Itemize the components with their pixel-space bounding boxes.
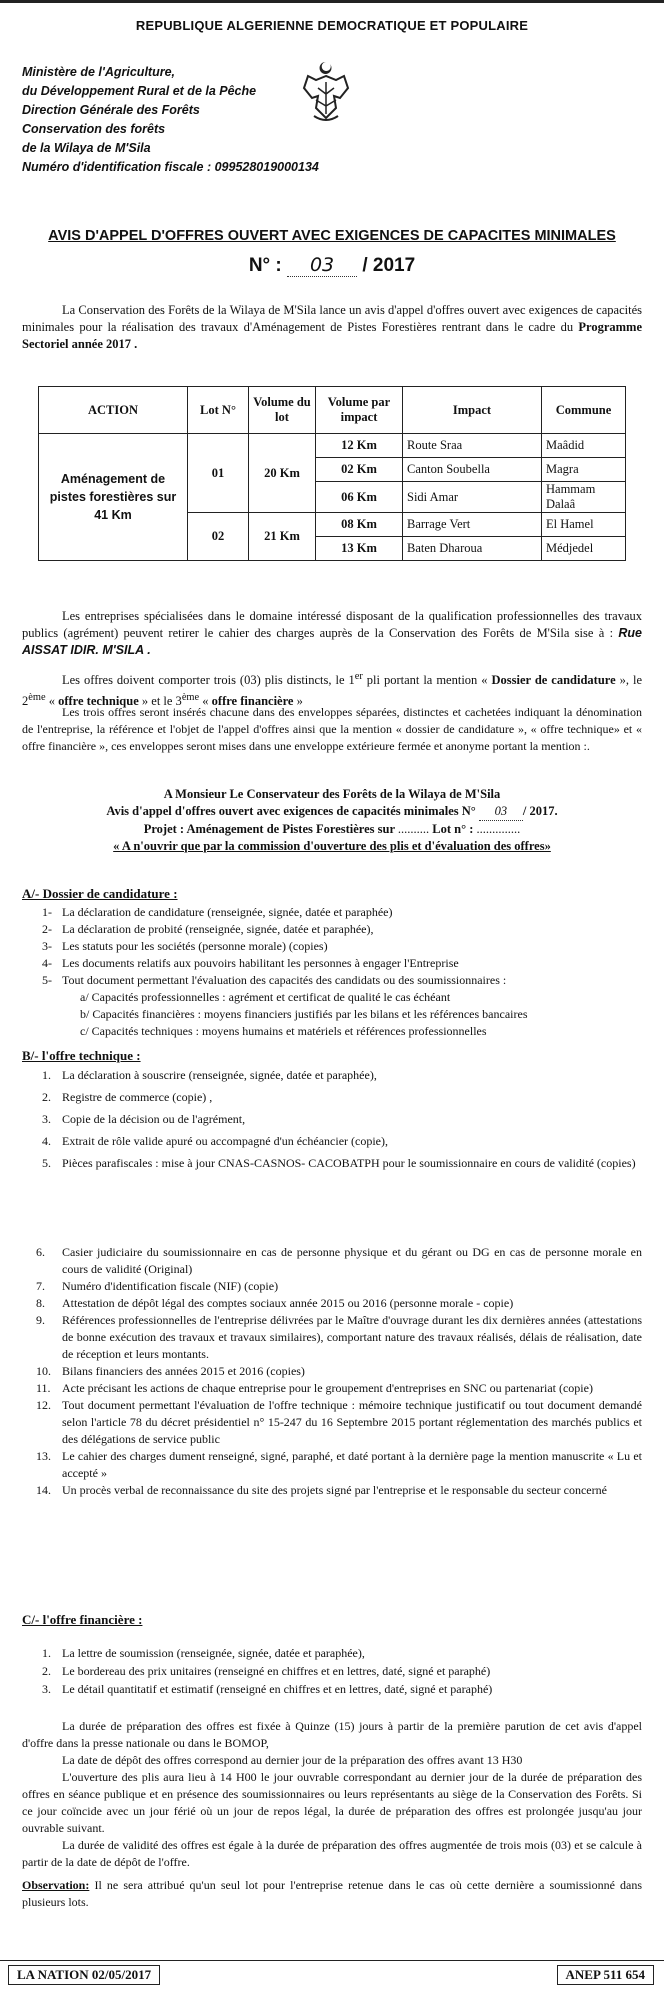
plis-bold: offre technique	[58, 694, 139, 709]
list-number: 5.	[42, 1156, 51, 1170]
anep-reference: ANEP 511 654	[557, 1965, 654, 1985]
list-text: Le détail quantitatif et estimatif (renseigné en chiffres et en lettres, daté, signé et paraphé)	[62, 1682, 493, 1696]
address-block	[0, 786, 664, 855]
intro-text: La Conservation des Forêts de la Wilaya de M'Sila lance un avis d'appel d'offres ouvert avec exigences de capacités minimales pour la réalisation des travaux d'Aménagement de Pistes Forestières rentrant dans le cadre du	[22, 303, 642, 334]
plis-text: », le 2	[22, 673, 642, 709]
list-number: 10.	[36, 1364, 51, 1378]
list-item	[42, 1662, 642, 1680]
list-text: Registre de commerce (copie) ,	[62, 1090, 213, 1104]
list-number: 1.	[42, 1068, 51, 1082]
list-item	[36, 1295, 642, 1312]
list-item	[42, 1110, 642, 1128]
address-dots: ..........	[397, 822, 430, 836]
list-text: Le cahier des charges dument renseigné, signé, paraphé, et daté portant à la dernière page la mention manuscrite « Lu et accepté »	[62, 1449, 642, 1480]
lots-table	[38, 386, 626, 561]
ministry-line: Ministère de l'Agriculture,	[22, 65, 176, 79]
envelopes-paragraph: Les trois offres seront insérés chacune dans des enveloppes séparées, distinctes et cachetées indiquant la dénomination de l'entreprise, la référence et l'objet de l'appel d'offres ainsi que la mention « dossier de candidature », « offre technique» et « offre financière », ces enveloppes seront mises dans une enveloppe extérieure fermée et anonyme portant la mention :.	[22, 705, 642, 753]
list-item	[36, 1244, 642, 1278]
plis-sup: er	[354, 671, 363, 682]
number-value: 03	[287, 254, 357, 277]
list-number: 1.	[42, 1646, 51, 1660]
col-commune: Commune	[542, 387, 626, 434]
list-number: 12.	[36, 1398, 51, 1412]
closing-paragraph: La durée de validité des offres est égale à la durée de préparation des offres augmentée de trois mois (03) et se calcule à partir de la date de dépôt de l'offre.	[22, 1838, 642, 1869]
notice-title: AVIS D'APPEL D'OFFRES OUVERT AVEC EXIGENCES DE CAPACITES MINIMALES	[48, 228, 616, 244]
list-text: Tout document permettant l'évaluation des capacités des candidats ou des soumissionnaires :	[62, 973, 507, 987]
plis-text: » et le 3	[138, 694, 182, 709]
list-number: 3.	[42, 1682, 51, 1696]
list-number: 3.	[42, 1112, 51, 1126]
list-text: Les documents relatifs aux pouvoirs habilitant les personnes à engager l'Entreprise	[62, 956, 459, 970]
commune-cell: Hammam Dalaâ	[542, 482, 626, 513]
list-text: La lettre de soumission (renseignée, signée, datée et paraphée),	[62, 1646, 365, 1660]
address-text: Projet : Aménagement de Pistes Forestières sur	[143, 822, 395, 836]
list-item	[36, 1448, 642, 1482]
action-cell: Aménagement de pistes forestières sur 41 Km	[39, 434, 188, 561]
list-number: 4-	[42, 956, 52, 970]
list-text: Les statuts pour les sociétés (personne morale) (copies)	[62, 939, 328, 953]
list-item	[42, 1644, 642, 1662]
list-item	[42, 1066, 642, 1084]
list-text: Le bordereau des prix unitaires (renseigné en chiffres et en lettres, daté, signé et paraphé)	[62, 1664, 491, 1678]
list-subitem: c/ Capacités techniques : moyens humains et matériels et références professionnelles	[80, 1024, 487, 1038]
intro-program: Programme Sectoriel année 2017 .	[22, 320, 642, 351]
list-text: Extrait de rôle valide apuré ou accompagné d'un échéancier (copie),	[62, 1134, 388, 1148]
list-number: 9.	[36, 1313, 45, 1327]
list-text: Acte précisant les actions de chaque entreprise pour le groupement d'entreprises en SNC ou partenariat (copie)	[62, 1381, 593, 1395]
section-c-title: C/- l'offre financière :	[22, 1612, 143, 1627]
list-item	[42, 1154, 642, 1172]
list-text: Un procès verbal de reconnaissance du site des projets signé par l'entreprise et le responsable du secteur concerné	[62, 1483, 607, 1497]
ministry-block	[22, 63, 319, 177]
publication-date: LA NATION 02/05/2017	[8, 1965, 160, 1985]
impact-volume-cell: 02 Km	[316, 458, 403, 482]
address-text: / 2017.	[522, 804, 558, 818]
ministry-line: Direction Générale des Forêts	[22, 103, 200, 117]
table-header-row	[39, 387, 626, 434]
list-item	[36, 1482, 642, 1499]
list-text: Tout document permettant l'évaluation de l'offre technique : mémoire technique justificatif ou tout document demandé selon l'article 78 du décret présidentiel n° 15-247 du 16 Septembre 2015 portant réglementation des marchés publics et des délégations de service public	[62, 1398, 642, 1446]
fiscal-number: Numéro d'identification fiscale : 099528019000134	[22, 160, 319, 174]
list-text: La déclaration de candidature (renseignée, signée, datée et paraphée)	[62, 905, 393, 919]
list-text: Casier judiciaire du soumissionnaire en cas de personne physique et du gérant ou DG en cas de personne morale en cours de validité (Original)	[62, 1245, 642, 1276]
plis-text: Les offres doivent comporter trois (03) plis distincts, le 1	[62, 673, 355, 688]
list-item	[42, 904, 642, 921]
algeria-emblem-icon	[296, 58, 356, 128]
list-text: La déclaration de probité (renseignée, signée, datée et paraphée),	[62, 922, 374, 936]
list-item	[36, 1397, 642, 1448]
list-number: 3-	[42, 939, 52, 953]
section-b-list-2	[36, 1244, 642, 1499]
list-number: 14.	[36, 1483, 51, 1497]
qualification-text: Les entreprises spécialisées dans le domaine intéressé disposant de la qualification professionnelles des travaux publics (agrément) peuvent retirer le cahier des charges auprès de la Conservation des Forêts de M'Sila sise à :	[22, 609, 642, 640]
commune-cell: El Hamel	[542, 513, 626, 537]
closing-paragraph: La date de dépôt des offres correspond au dernier jour de la préparation des offres avant 13 H30	[62, 1753, 523, 1767]
closing-paragraph: La durée de préparation des offres est fixée à Quinze (15) jours à partir de la première parution de cet avis d'appel d'offre dans la presse nationale ou dans le BOMOP,	[22, 1719, 642, 1750]
address-line	[0, 803, 664, 821]
impact-cell: Baten Dharoua	[403, 537, 542, 561]
list-text: Numéro d'identification fiscale (NIF) (copie)	[62, 1279, 279, 1293]
list-subitem: a/ Capacités professionnelles : agrément et certificat de qualité le cas échéant	[80, 990, 451, 1004]
table-row	[39, 434, 626, 458]
plis-bold: Dossier de candidature	[491, 673, 616, 688]
list-item	[36, 1278, 642, 1295]
impact-cell: Sidi Amar	[403, 482, 542, 513]
impact-cell: Canton Soubella	[403, 458, 542, 482]
address-text: Lot n° :	[429, 822, 474, 836]
impact-cell: Route Sraa	[403, 434, 542, 458]
impact-volume-cell: 06 Km	[316, 482, 403, 513]
commune-cell: Magra	[542, 458, 626, 482]
list-number: 13.	[36, 1449, 51, 1463]
list-item	[36, 1363, 642, 1380]
address-line: « A n'ouvrir que par la commission d'ouverture des plis et d'évaluation des offres»	[113, 839, 551, 853]
list-item	[36, 1380, 642, 1397]
list-number: 5-	[42, 973, 52, 987]
qualification-paragraph	[22, 608, 642, 659]
list-number: 8.	[36, 1296, 45, 1310]
plis-text: «	[45, 694, 59, 709]
intro-paragraph	[22, 302, 642, 353]
list-number: 2.	[42, 1664, 51, 1678]
notice-number	[0, 254, 664, 277]
list-item	[36, 1312, 642, 1363]
list-text: Bilans financiers des années 2015 et 2016 (copies)	[62, 1364, 305, 1378]
section-c-list	[42, 1644, 642, 1698]
bottom-border	[0, 1960, 664, 1961]
col-impact: Impact	[403, 387, 542, 434]
section-a-title: A/- Dossier de candidature :	[22, 886, 178, 901]
plis-sup: ème	[181, 692, 200, 704]
list-text: Attestation de dépôt légal des comptes sociaux année 2015 ou 2016 (personne morale - copie)	[62, 1296, 514, 1310]
address-text: Avis d'appel d'offres ouvert avec exigences de capacités minimales N°	[106, 804, 476, 818]
observation-text: Il ne sera attribué qu'un seul lot pour l'entreprise retenue dans le cas où cette dernière a soumissionné dans plusieurs lots.	[22, 1878, 642, 1909]
ministry-line: Conservation des forêts	[22, 122, 166, 136]
col-volume-impact: Volume par impact	[316, 387, 403, 434]
plis-text: »	[293, 694, 303, 709]
list-text: Pièces parafiscales : mise à jour CNAS-CASNOS- CACOBATPH pour le soumissionnaire en cours de validité (copies)	[62, 1156, 636, 1170]
list-number: 6.	[36, 1245, 45, 1259]
list-item	[42, 972, 642, 989]
address-text: Rue AISSAT IDIR. M'SILA .	[22, 626, 642, 657]
list-number: 11.	[36, 1381, 51, 1395]
list-item	[42, 1680, 642, 1698]
section-b-title: B/- l'offre technique :	[22, 1048, 141, 1063]
address-number: 03	[479, 803, 523, 821]
list-text: La déclaration à souscrire (renseignée, signée, datée et paraphée),	[62, 1068, 377, 1082]
number-prefix: N° :	[248, 255, 282, 276]
list-number: 4.	[42, 1134, 51, 1148]
list-number: 2-	[42, 922, 52, 936]
list-subitem: b/ Capacités financières : moyens financiers justifiés par les bilans et les références bancaires	[80, 1007, 528, 1021]
section-b-list-1	[42, 1066, 642, 1172]
observation-label: Observation:	[22, 1878, 90, 1892]
commune-cell: Maâdid	[542, 434, 626, 458]
ministry-line: du Développement Rural et de la Pêche	[22, 84, 257, 98]
impact-volume-cell: 12 Km	[316, 434, 403, 458]
col-volume: Volume du lot	[249, 387, 316, 434]
impact-volume-cell: 08 Km	[316, 513, 403, 537]
lot-cell: 01	[188, 434, 249, 513]
impact-cell: Barrage Vert	[403, 513, 542, 537]
list-item	[42, 1088, 642, 1106]
observation	[22, 1877, 642, 1911]
list-item	[42, 1132, 642, 1150]
closing-block	[22, 1718, 642, 1911]
address-line: Projet : Aménagement de Pistes Forestières sur .......... Lot n° : ..............	[143, 822, 521, 836]
volume-cell: 21 Km	[249, 513, 316, 561]
ministry-line: de la Wilaya de M'Sila	[22, 141, 151, 155]
list-item	[42, 938, 642, 955]
section-a-list	[42, 904, 642, 1040]
list-number: 2.	[42, 1090, 51, 1104]
list-text: Références professionnelles de l'entreprise délivrées par le Maître d'ouvrage durant les dix dernières années (attestations de bonne exécution des travaux et travaux similaires), comportant nature des travaux réalisés, délais de réalisation, date de réception et leurs montants.	[62, 1313, 642, 1361]
address-line: A Monsieur Le Conservateur des Forêts de la Wilaya de M'Sila	[163, 787, 501, 801]
impact-volume-cell: 13 Km	[316, 537, 403, 561]
lot-cell: 02	[188, 513, 249, 561]
plis-text: pli portant la mention «	[362, 673, 492, 688]
plis-text: «	[199, 694, 212, 709]
list-text: Copie de la décision ou de l'agrément,	[62, 1112, 246, 1126]
list-number: 1-	[42, 905, 52, 919]
col-lot: Lot N°	[188, 387, 249, 434]
list-item	[42, 921, 642, 938]
list-item	[42, 955, 642, 972]
plis-sup: ème	[28, 692, 46, 704]
top-border	[0, 0, 664, 3]
list-number: 7.	[36, 1279, 45, 1293]
republic-heading: REPUBLIQUE ALGERIENNE DEMOCRATIQUE ET POPULAIRE	[135, 18, 529, 33]
col-action: ACTION	[39, 387, 188, 434]
plis-bold: offre financière	[211, 694, 294, 709]
number-suffix: / 2017	[362, 255, 416, 276]
volume-cell: 20 Km	[249, 434, 316, 513]
commune-cell: Médjedel	[542, 537, 626, 561]
closing-paragraph: L'ouverture des plis aura lieu à 14 H00 le jour ouvrable correspondant au dernier jour de la durée de préparation des offres en séance publique et en présence des soumissionnaires ou leurs représentants au siège de la Conservation des Forêts. Si ce jour coïncide avec un jour férié où un jour de repos légal, la durée de préparation des offres est prolongée jusqu'au jour ouvrable suivant.	[22, 1770, 642, 1835]
